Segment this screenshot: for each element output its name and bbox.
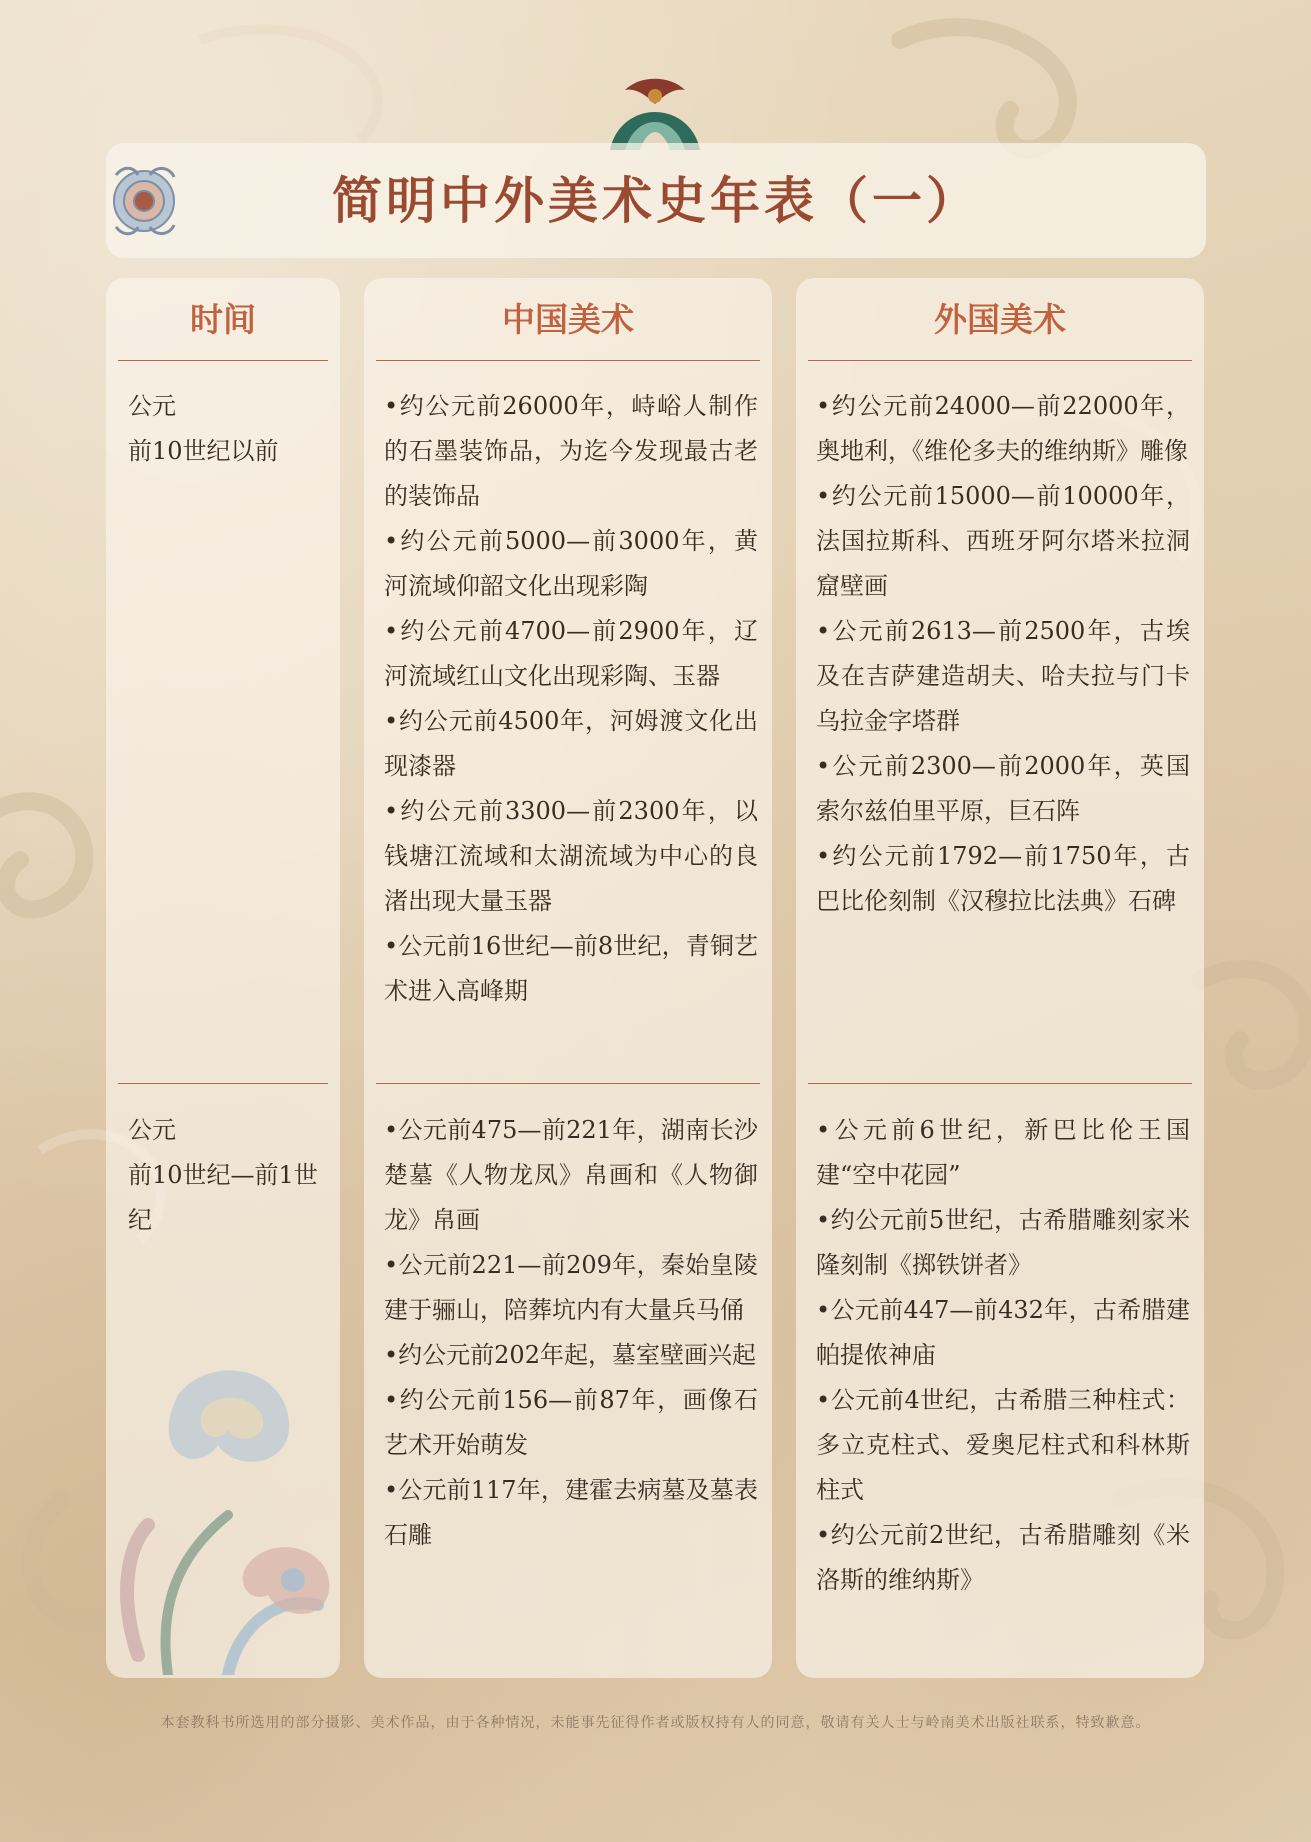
copyright-notice: 本套教科书所选用的部分摄影、美术作品，由于各种情况，未能事先征得作者或版权持有人的同意，敬请有关人士与岭南美术出版社联系，特致歉意。 (160, 1715, 1151, 1731)
page-title: 简明中外美术史年表（一） (332, 171, 980, 230)
timeline-entry: •公元前117年，建霍去病墓及墓表石雕 (384, 1476, 758, 1549)
foreign-art-column-header: 外国美术 (934, 300, 1066, 339)
timeline-entry: •约公元前4700—前2900年，辽河流域红山文化出现彩陶、玉器 (384, 617, 758, 690)
timeline-entry: •公元前221—前209年，秦始皇陵建于骊山，陪葬坑内有大量兵马俑 (384, 1251, 758, 1324)
timeline-entry: •公元前447—前432年，古希腊建帕提侬神庙 (816, 1296, 1190, 1369)
timeline-entry: •约公元前26000年，峙峪人制作的石墨装饰品，为迄今发现最古老的装饰品 (384, 392, 758, 510)
row-divider (808, 1083, 1192, 1084)
cloud-swirl-ornament-icon (590, 70, 720, 150)
timeline-entry: •公元前475—前221年，湖南长沙楚墓《人物龙凤》帛画和《人物御龙》帛画 (384, 1116, 758, 1234)
row-divider (118, 1083, 328, 1084)
time-column-header: 时间 (190, 300, 256, 339)
header-divider (808, 360, 1192, 361)
timeline-entry: •公元前2613—前2500年，古埃及在吉萨建造胡夫、哈夫拉与门卡乌拉金字塔群 (816, 617, 1190, 735)
china-art-cell (384, 384, 758, 1014)
timeline-entry: •约公元前24000—前22000年，奥地利，《维伦多夫的维纳斯》雕像 (816, 392, 1190, 465)
time-line: 公元 (128, 392, 176, 420)
timeline-entry: •公元前4世纪，古希腊三种柱式：多立克柱式、爱奥尼柱式和科林斯柱式 (816, 1386, 1190, 1504)
time-cell (128, 1108, 326, 1243)
timeline-entry: •约公元前1792—前1750年，古巴比伦刻制《汉穆拉比法典》石碑 (816, 842, 1190, 915)
time-line: 前10世纪以前 (128, 437, 279, 465)
time-line: 前10世纪—前1世纪 (128, 1161, 318, 1234)
timeline-entry: •约公元前4500年，河姆渡文化出现漆器 (384, 707, 758, 780)
timeline-entry: •约公元前3300—前2300年，以钱塘江流域和太湖流域为中心的良渚出现大量玉器 (384, 797, 758, 915)
header-divider (376, 360, 760, 361)
china-art-cell (384, 1108, 758, 1558)
china-art-column (364, 278, 772, 1678)
foreign-art-column (796, 278, 1204, 1678)
timeline-entry: •约公元前5000—前3000年，黄河流域仰韶文化出现彩陶 (384, 527, 758, 600)
timeline-entry: •公元前6世纪，新巴比伦王国建“空中花园” (816, 1116, 1190, 1189)
floral-plant-icon (108, 1355, 348, 1675)
time-line: 公元 (128, 1116, 176, 1144)
row-divider (376, 1083, 760, 1084)
time-cell (128, 384, 326, 474)
timeline-entry: •公元前16世纪—前8世纪，青铜艺术进入高峰期 (384, 932, 758, 1005)
header-divider (118, 360, 328, 361)
timeline-entry: •约公元前5世纪，古希腊雕刻家米隆刻制《掷铁饼者》 (816, 1206, 1190, 1279)
timeline-entry: •约公元前202年起，墓室壁画兴起 (384, 1341, 756, 1369)
china-art-column-header: 中国美术 (502, 300, 634, 339)
timeline-entry: •约公元前15000—前10000年，法国拉斯科、西班牙阿尔塔米拉洞窟壁画 (816, 482, 1190, 600)
foreign-art-cell (816, 1108, 1190, 1603)
timeline-entry: •约公元前2世纪，古希腊雕刻《米洛斯的维纳斯》 (816, 1521, 1190, 1594)
foreign-art-cell (816, 384, 1190, 924)
timeline-entry: •公元前2300—前2000年，英国索尔兹伯里平原，巨石阵 (816, 752, 1190, 825)
timeline-entry: •约公元前156—前87年，画像石艺术开始萌发 (384, 1386, 758, 1459)
